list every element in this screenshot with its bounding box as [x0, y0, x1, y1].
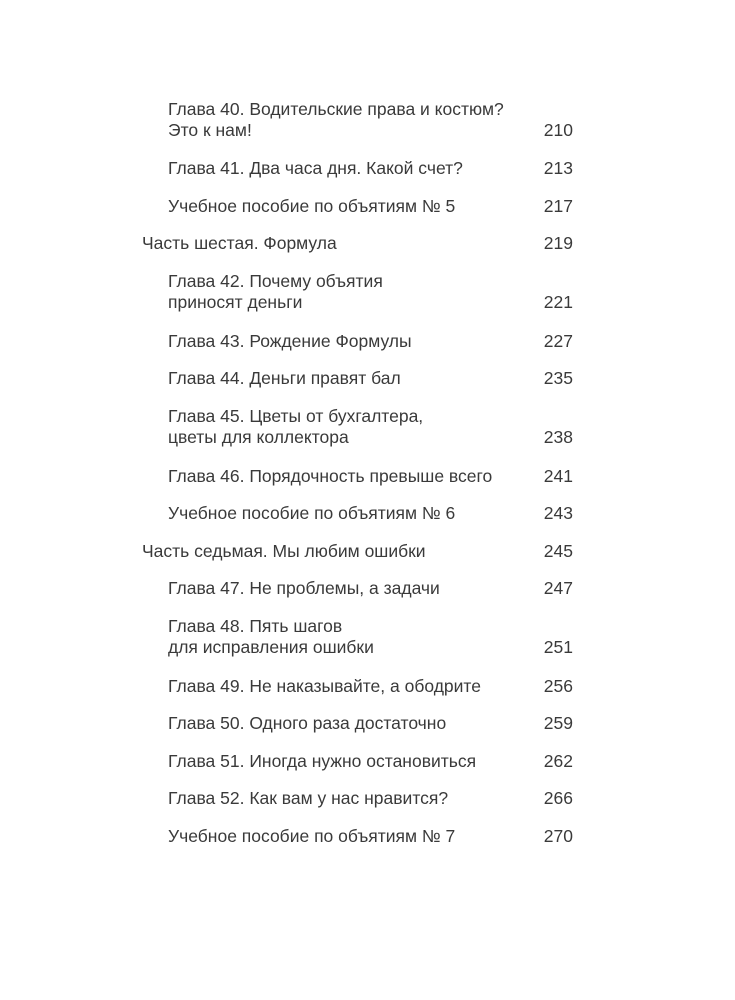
toc-entry-title-line: Учебное пособие по объятиям № 6 [168, 503, 456, 523]
toc-entry [168, 196, 573, 217]
toc-entry-title-line: Глава 44. Деньги правят бал [168, 368, 401, 388]
toc-entry [168, 616, 573, 658]
toc-entry-page: 210 [543, 120, 573, 140]
toc-entry-title [168, 676, 573, 697]
toc-entry-title [168, 368, 573, 389]
toc-entry-page: 243 [543, 503, 573, 523]
toc-entry-title [168, 578, 573, 599]
toc-entry-title [168, 99, 573, 141]
toc-entry-title-line: Глава 50. Одного раза достаточно [168, 713, 447, 733]
toc-entry-title-line: Это к нам! [168, 120, 252, 140]
toc-entry [168, 676, 573, 697]
toc-entry-title [168, 503, 573, 524]
toc-entry-title-line: Глава 41. Два часа дня. Какой счет? [168, 158, 463, 178]
toc-entry-title [168, 466, 573, 487]
toc-entry-page: 245 [543, 541, 573, 561]
toc-entry-title-line: для исправления ошибки [168, 637, 374, 657]
toc-entry [168, 788, 573, 809]
toc-entry-title-line: Учебное пособие по объятиям № 7 [168, 826, 456, 846]
toc-entry-title-line: цветы для коллектора [168, 427, 349, 447]
toc-entry-page: 247 [543, 578, 573, 598]
toc-entry-page: 217 [543, 196, 573, 216]
toc-entry-title [168, 196, 573, 217]
toc-entry-page: 219 [543, 233, 573, 253]
toc-entry-title-line: Глава 42. Почему объятия [168, 271, 383, 291]
toc-entry-page: 227 [543, 331, 573, 351]
toc-entry-page: 235 [543, 368, 573, 388]
toc-entry-page: 238 [543, 427, 573, 447]
toc-entry [168, 578, 573, 599]
toc-entry-title [168, 788, 573, 809]
toc-entry-title-line: Глава 51. Иногда нужно остановиться [168, 751, 477, 771]
toc-entry-title-line: Глава 49. Не наказывайте, а ободрите [168, 676, 481, 696]
toc-entry-title-line: Глава 48. Пять шагов [168, 616, 343, 636]
toc-entry-title-line: Глава 40. Водительские права и костюм? [168, 99, 504, 119]
toc-entry-title-line: Глава 47. Не проблемы, а задачи [168, 578, 440, 598]
toc-entry-title [168, 713, 573, 734]
toc-entry-page: 270 [543, 826, 573, 846]
toc-entry [168, 368, 573, 389]
toc-part-entry [142, 233, 573, 254]
toc-entry-title [168, 331, 573, 352]
toc-part-entry [142, 541, 573, 562]
toc-entry-title [168, 271, 573, 313]
toc-entry-title [168, 751, 573, 772]
toc-part-title [142, 233, 573, 254]
toc-entry-title [168, 158, 573, 179]
toc-entry [168, 503, 573, 524]
toc-entry-title-line: Часть седьмая. Мы любим ошибки [142, 541, 426, 561]
toc-entry-title-line: Глава 46. Порядочность превыше всего [168, 466, 493, 486]
toc-entry [168, 99, 573, 141]
toc-entry-title-line: Глава 43. Рождение Формулы [168, 331, 412, 351]
toc-entry [168, 713, 573, 734]
toc-entry-title-line: Глава 52. Как вам у нас нравится? [168, 788, 449, 808]
toc-entry-page: 256 [543, 676, 573, 696]
toc-entry [168, 158, 573, 179]
toc-entry [168, 466, 573, 487]
toc-entry-page: 213 [543, 158, 573, 178]
toc-entry [168, 751, 573, 772]
toc-entry [168, 406, 573, 448]
toc-part-title [142, 541, 573, 562]
toc-entry-page: 241 [543, 466, 573, 486]
toc-entry-title-line: Учебное пособие по объятиям № 5 [168, 196, 456, 216]
toc-entry-title-line: Глава 45. Цветы от бухгалтера, [168, 406, 424, 426]
toc-entry [168, 271, 573, 313]
toc-entry-title-line: приносят деньги [168, 292, 303, 312]
toc-entry [168, 331, 573, 352]
toc-entry-title [168, 616, 573, 658]
toc-entry-title [168, 826, 573, 847]
toc-entry-title [168, 406, 573, 448]
toc-entry-page: 266 [543, 788, 573, 808]
toc-entry-title-line: Часть шестая. Формула [142, 233, 337, 253]
toc-entry-page: 262 [543, 751, 573, 771]
toc-entry-page: 251 [543, 637, 573, 657]
toc-entry [168, 826, 573, 847]
toc-entry-page: 221 [543, 292, 573, 312]
toc-entry-page: 259 [543, 713, 573, 733]
